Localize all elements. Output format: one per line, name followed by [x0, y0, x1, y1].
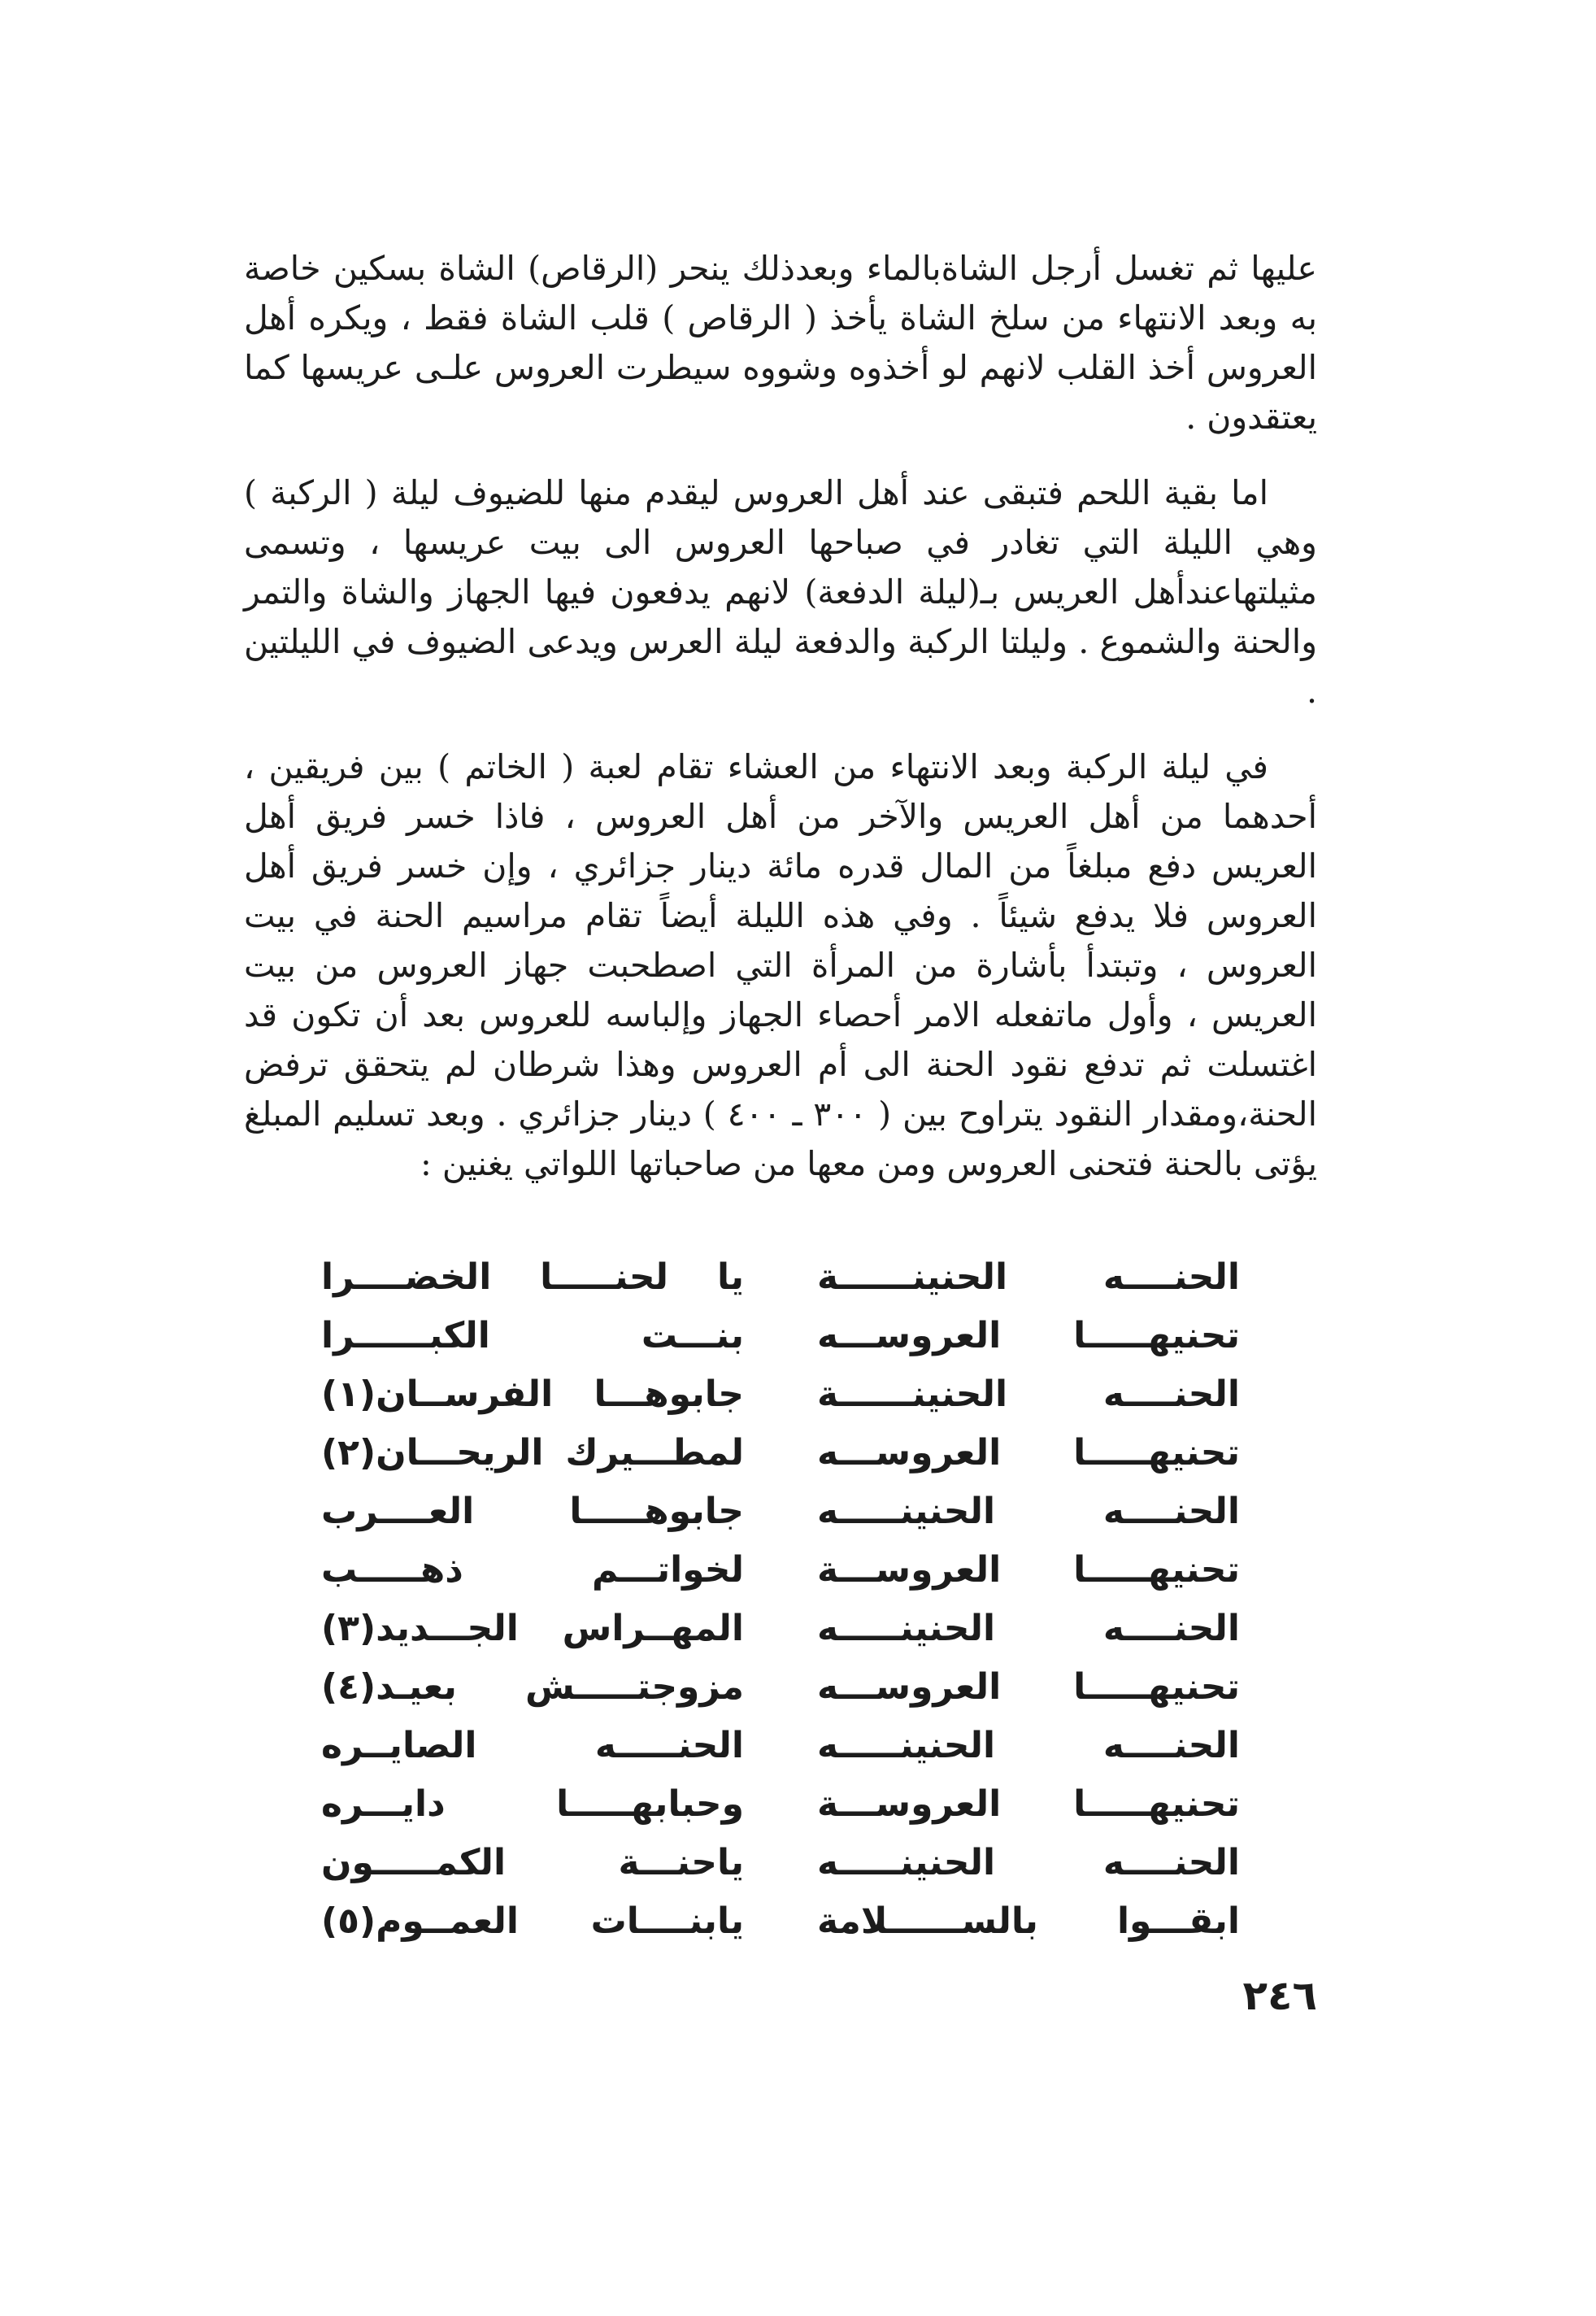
verse-line [321, 1248, 1240, 1307]
henna-song [321, 1248, 1240, 1951]
verse-left-hemistich: مزوجتـــــش بعيـد(٤) [321, 1666, 744, 1708]
verse-left-hemistich: لخواتـــم ذهـــــب [321, 1549, 744, 1591]
verse-left-hemistich: وحبابهـــــا دايـــره [321, 1783, 744, 1825]
verse-left-hemistich: الحنـــــه الصايــره [321, 1725, 744, 1766]
verse-line [321, 1600, 1240, 1658]
verse-right-hemistich: تحنيهـــــا العروســـة [817, 1783, 1240, 1825]
verse-line [321, 1541, 1240, 1600]
verse-right-hemistich: الحنــــه الحنينــــــة [817, 1256, 1240, 1298]
verse-right-hemistich: الحنــــه الحنينـــــه [817, 1491, 1240, 1532]
verse-left-hemistich: المهــراس الجـــديد(٣) [321, 1608, 744, 1649]
verse-right-hemistich: ابقـــوا بالســــــلامة [817, 1900, 1240, 1942]
verse-line [321, 1658, 1240, 1717]
verse-right-hemistich: الحنــــه الحنينـــــه [817, 1842, 1240, 1883]
page-number: ٢٤٦ [1242, 1972, 1317, 2019]
verse-left-hemistich: يابنــــات العمــوم(٥) [321, 1900, 744, 1942]
verse-left-hemistich: لمطـــيرك الريحـــان(٢) [321, 1432, 744, 1474]
verse-line [321, 1482, 1240, 1541]
verse-line [321, 1892, 1240, 1951]
verse-line [321, 1424, 1240, 1482]
verse-right-hemistich: تحنيهـــــا العروســـه [817, 1432, 1240, 1474]
verse-right-hemistich: تحنيهـــــا العروســـة [817, 1549, 1240, 1591]
verse-line [321, 1307, 1240, 1365]
body-text [244, 244, 1317, 1215]
verse-right-hemistich: تحنيهـــــا العروســـه [817, 1315, 1240, 1356]
verse-line [321, 1834, 1240, 1892]
verse-line [321, 1717, 1240, 1775]
verse-left-hemistich: يا لحنـــــا الخضــــرا [321, 1256, 744, 1298]
verse-left-hemistich: جابوهـــــا العــــرب [321, 1491, 744, 1532]
verse-left-hemistich: بنـــت الكبــــــرا [321, 1315, 744, 1356]
verse-left-hemistich: جابوهـــا الفرســان(١) [321, 1373, 744, 1415]
verse-left-hemistich: ياحنـــة الكمـــــون [321, 1842, 744, 1883]
verse-right-hemistich: تحنيهـــــا العروســـه [817, 1666, 1240, 1708]
paragraph-3: في ليلة الركبة وبعد الانتهاء من العشاء تقام لعبة ( الخاتم ) بين فريقين ، أحدهما من أهل العريس والآخر من أهل العروس ، فاذا خسر فريق أهل العريس دفع مبلغاً من المال قدره مائة دينار جزائري ، وإن خسر فريق أهل العروس فلا يدفع شيئاً . وفي هذه الليلة أيضاً تقام مراسيم الحنة في بيت العروس ، وتبتدأ بأشارة من المرأة التي اصطحبت جهاز العروس من بيت العريس ، وأول ماتفعله الامر أحصاء الجهاز وإلباسه للعروس بعد أن تكون قد اغتسلت ثم تدفع نقود الحنة الى أم العروس وهذا شرطان لم يتحقق ترفض الحنة،ومقدار النقود يتراوح بين ( ٣٠٠ ـ ٤٠٠ ) دينار جزائري . وبعد تسليم المبلغ يؤتى بالحنة فتحنى العروس ومن معها من صاحباتها اللواتي يغنين : [244, 747, 1318, 1183]
verse-right-hemistich: الحنــــه الحنينـــــه [817, 1608, 1240, 1649]
verse-right-hemistich: الحنــــه الحنينــــــة [817, 1373, 1240, 1415]
verse-line [321, 1365, 1240, 1424]
paragraph-1: عليها ثم تغسل أرجل الشاةبالماء وبعدذلك ينحر (الرقاص) الشاة بسكين خاصة به وبعد الانتهاء من سلخ الشاة يأخذ ( الرقاص ) قلب الشاة فقط ، ويكره أهل العروس أخذ القلب لانهم لو أخذوه وشووه سيطرت العروس علـى عريسها كما يعتقدون . [244, 249, 1317, 437]
verse-right-hemistich: الحنــــه الحنينـــــه [817, 1725, 1240, 1766]
verse-line [321, 1775, 1240, 1834]
paragraph-2: اما بقية اللحم فتبقى عند أهل العروس ليقدم منها للضيوف ليلة ( الركبة ) وهي الليلة التي تغادر في صباحها العروس الى بيت عريسها ، وتسمى مثيلتهاعندأهل العريس بـ(ليلة الدفعة) لانهم يدفعون فيها الجهاز والشاة والتمر والحنة والشموع . وليلتا الركبة والدفعة ليلة العرس ويدعى الضيوف في الليلتين . [244, 473, 1317, 711]
